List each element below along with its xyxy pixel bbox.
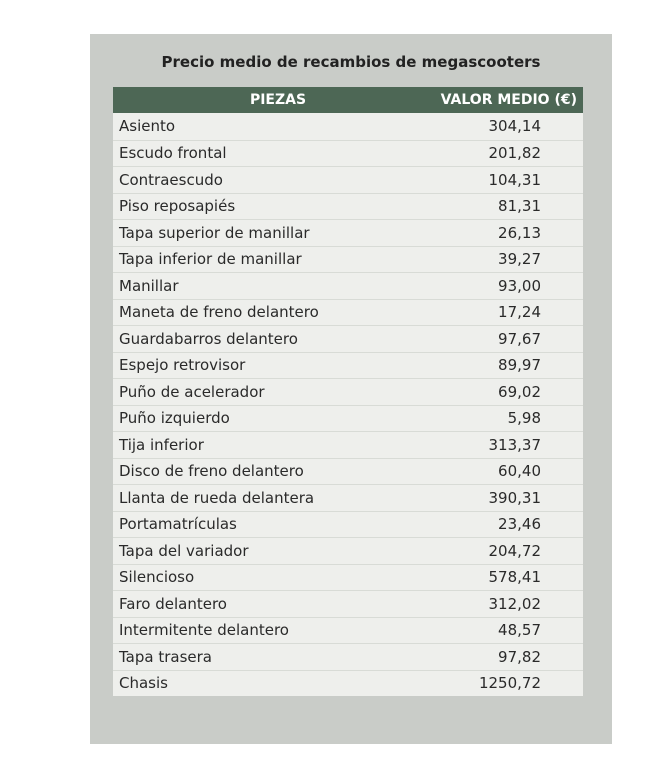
valor-medio-cell: 390,31: [488, 488, 541, 507]
valor-medio-cell: 578,41: [488, 568, 541, 587]
pieza-cell: Espejo retrovisor: [119, 356, 246, 375]
pieza-cell: Silencioso: [119, 568, 195, 587]
valor-medio-cell: 201,82: [488, 144, 541, 163]
table-row: [113, 590, 583, 617]
table-header: [113, 87, 583, 113]
table-title: Precio medio de recambios de megascooters: [161, 53, 541, 71]
pieza-cell: Tapa superior de manillar: [119, 223, 310, 242]
valor-medio-cell: 23,46: [498, 515, 541, 534]
pieza-cell: Tija inferior: [119, 435, 204, 454]
table-row: [113, 352, 583, 379]
valor-medio-cell: 104,31: [488, 170, 541, 189]
valor-medio-cell: 39,27: [498, 250, 541, 269]
table-row: [113, 193, 583, 220]
pieza-cell: Faro delantero: [119, 594, 227, 613]
pieza-cell: Contraescudo: [119, 170, 223, 189]
pieza-cell: Chasis: [119, 674, 168, 693]
column-header-valor-medio: VALOR MEDIO (€): [440, 92, 577, 108]
valor-medio-cell: 69,02: [498, 382, 541, 401]
pieza-cell: Intermitente delantero: [119, 621, 289, 640]
table-row: [113, 511, 583, 538]
table-row: [113, 272, 583, 299]
valor-medio-cell: 48,57: [498, 621, 541, 640]
valor-medio-cell: 17,24: [498, 303, 541, 322]
table-row: [113, 166, 583, 193]
valor-medio-cell: 204,72: [488, 541, 541, 560]
table-row: [113, 378, 583, 405]
valor-medio-cell: 312,02: [488, 594, 541, 613]
valor-medio-cell: 304,14: [488, 117, 541, 136]
table-row: [113, 431, 583, 458]
pieza-cell: Tapa inferior de manillar: [119, 250, 302, 269]
pieza-cell: Tapa trasera: [119, 647, 212, 666]
pieza-cell: Puño izquierdo: [119, 409, 230, 428]
pieza-cell: Portamatrículas: [119, 515, 237, 534]
pieza-cell: Tapa del variador: [119, 541, 249, 560]
valor-medio-cell: 97,82: [498, 647, 541, 666]
price-table: [113, 87, 583, 696]
table-row: [113, 643, 583, 670]
pieza-cell: Manillar: [119, 276, 179, 295]
valor-medio-cell: 97,67: [498, 329, 541, 348]
table-row: [113, 405, 583, 432]
table-row: [113, 140, 583, 167]
valor-medio-cell: 5,98: [507, 409, 541, 428]
table-row: [113, 670, 583, 697]
pieza-cell: Piso reposapiés: [119, 197, 236, 216]
valor-medio-cell: 81,31: [498, 197, 541, 216]
valor-medio-cell: 1250,72: [478, 674, 541, 693]
table-row: [113, 537, 583, 564]
valor-medio-cell: 60,40: [498, 462, 541, 481]
valor-medio-cell: 26,13: [498, 223, 541, 242]
pieza-cell: Escudo frontal: [119, 144, 227, 163]
column-header-piezas: PIEZAS: [249, 92, 307, 108]
table-row: [113, 325, 583, 352]
pieza-cell: Asiento: [119, 117, 176, 136]
price-table-panel: [90, 34, 612, 744]
table-row: [113, 484, 583, 511]
table-row: [113, 113, 583, 140]
pieza-cell: Maneta de freno delantero: [119, 303, 319, 322]
table-row: [113, 458, 583, 485]
valor-medio-cell: 313,37: [488, 435, 541, 454]
table-body: [113, 113, 583, 696]
pieza-cell: Disco de freno delantero: [119, 462, 304, 481]
table-row: [113, 246, 583, 273]
table-row: [113, 219, 583, 246]
pieza-cell: Puño de acelerador: [119, 382, 265, 401]
pieza-cell: Guardabarros delantero: [119, 329, 298, 348]
valor-medio-cell: 89,97: [498, 356, 541, 375]
pieza-cell: Llanta de rueda delantera: [119, 488, 315, 507]
valor-medio-cell: 93,00: [498, 276, 541, 295]
table-row: [113, 299, 583, 326]
table-row: [113, 617, 583, 644]
table-row: [113, 564, 583, 591]
